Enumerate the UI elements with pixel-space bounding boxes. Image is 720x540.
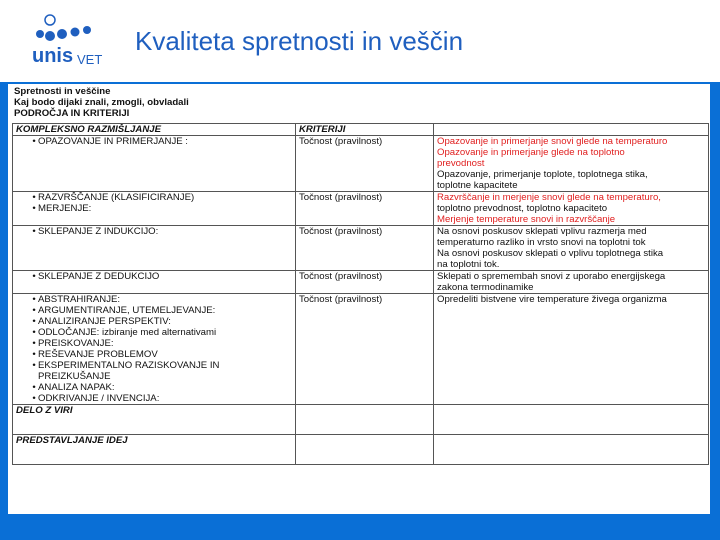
item-text: ANALIZIRANJE PERSPEKTIV: [38, 316, 171, 327]
desc-line: Opazovanje in primerjanje snovi glede na temperaturo [437, 136, 668, 147]
criterion-cell: Točnost (pravilnost) [296, 226, 434, 271]
items-cell: • SKLEPANJE Z DEDUKCIJO [13, 271, 296, 294]
item-text: PREISKOVANJE: [38, 338, 114, 349]
item-text: ARGUMENTIRANJE, UTEMELJEVANJE: [38, 305, 216, 316]
header-cell: KRITERIJI [296, 124, 434, 136]
desc-line: Sklepati o spremembah snovi z uporabo energijskega [437, 271, 666, 282]
item-text: OPAZOVANJE IN PRIMERJANJE : [38, 136, 188, 147]
table-row [13, 405, 709, 435]
items-cell: • RAZVRŠČANJE (KLASIFICIRANJE) • MERJENJE: [13, 192, 296, 226]
empty-cell [434, 435, 709, 465]
empty-cell [296, 435, 434, 465]
desc-cell [434, 136, 709, 192]
desc-cell [434, 192, 709, 226]
criterion-cell: Točnost (pravilnost) [296, 192, 434, 226]
desc-line: Merjenje temperature snovi in razvrščanje [437, 214, 616, 225]
logo-text-sub: VET [77, 52, 103, 67]
criteria-table [12, 123, 709, 465]
logo-text-main: unis [32, 45, 74, 67]
table-row [13, 435, 709, 465]
intro-block [14, 86, 189, 119]
header-cell [434, 124, 709, 136]
desc-line: Opredeliti bistvene vire temperature živega organizma [437, 294, 667, 305]
items-cell: • OPAZOVANJE IN PRIMERJANJE : [13, 136, 296, 192]
criterion-cell: Točnost (pravilnost) [296, 294, 434, 405]
items-cell: • SKLEPANJE Z INDUKCIJO: [13, 226, 296, 271]
desc-line: Opazovanje, primerjanje toplote, toplotnega stika, [437, 169, 648, 180]
item-text: ODKRIVANJE / INVENCIJA: [38, 393, 160, 404]
table-row [13, 192, 709, 226]
intro-line: Kaj bodo dijaki znali, zmogli, obvladali [14, 97, 189, 108]
document-page [8, 84, 710, 514]
table-row [13, 294, 709, 405]
desc-line: toplotno prevodnost, toplotno kapaciteto [437, 203, 608, 214]
table-row [13, 271, 709, 294]
unisvet-logo-icon [30, 12, 130, 74]
item-text: SKLEPANJE Z DEDUKCIJO [38, 271, 160, 282]
intro-line: Spretnosti in veščine [14, 86, 111, 97]
desc-cell [434, 294, 709, 405]
section-cell: PREDSTAVLJANJE IDEJ [13, 435, 296, 465]
desc-line: na toplotni tok. [437, 259, 500, 270]
desc-line: Na osnovi poskusov sklepati vplivu razmerja med [437, 226, 647, 237]
desc-cell [434, 271, 709, 294]
desc-line: toplotne kapacitete [437, 180, 518, 191]
item-text: ODLOČANJE: izbiranje med alternativami [38, 327, 217, 338]
slide-header [0, 0, 720, 82]
desc-line: Na osnovi poskusov sklepati o vplivu toplotnega stika [437, 248, 664, 259]
items-cell: • ABSTRAHIRANJE: • ARGUMENTIRANJE, UTEMELJEVANJE: • ANALIZIRANJE PERSPEKTIV: • ODLOČANJE: izbiranje med alternativami • PREISKOVANJE: • REŠEVANJE PROBLEMOV • EKSPERIMENTALNO RAZISKOVANJE IN PREIZKUŠANJE • ANALIZA NAPAK: • ODKRIVANJE / INVENCIJA: [13, 294, 296, 405]
intro-line: PODROČJA IN KRITERIJI [14, 108, 130, 119]
header-cell: KOMPLEKSNO RAZMIŠLJANJE [13, 124, 296, 136]
page-title: Kvaliteta spretnosti in veščin [135, 26, 464, 56]
criterion-cell: Točnost (pravilnost) [296, 136, 434, 192]
item-text: ANALIZA NAPAK: [38, 382, 115, 393]
empty-cell [434, 405, 709, 435]
desc-cell [434, 226, 709, 271]
table-row [13, 226, 709, 271]
desc-line: temperaturno razliko in vrsto snovi na toplotni tok [437, 237, 646, 248]
item-text: PREIZKUŠANJE [38, 371, 111, 382]
desc-line: zakona termodinamike [437, 282, 534, 293]
criterion-cell: Točnost (pravilnost) [296, 271, 434, 294]
desc-line: Opazovanje in primerjanje glede na toplotno [437, 147, 625, 158]
empty-cell [296, 405, 434, 435]
table-row [13, 136, 709, 192]
item-text: ABSTRAHIRANJE: [38, 294, 121, 305]
desc-line: prevodnost [437, 158, 485, 169]
section-cell: DELO Z VIRI [13, 405, 296, 435]
item-text: RAZVRŠČANJE (KLASIFICIRANJE) [38, 192, 195, 203]
table-header-row [13, 124, 709, 136]
item-text: SKLEPANJE Z INDUKCIJO: [38, 226, 159, 237]
desc-line: Razvrščanje in merjenje snovi glede na temperaturo, [437, 192, 661, 203]
item-text: MERJENJE: [38, 203, 92, 214]
item-text: EKSPERIMENTALNO RAZISKOVANJE IN [38, 360, 220, 371]
item-text: REŠEVANJE PROBLEMOV [38, 349, 158, 360]
